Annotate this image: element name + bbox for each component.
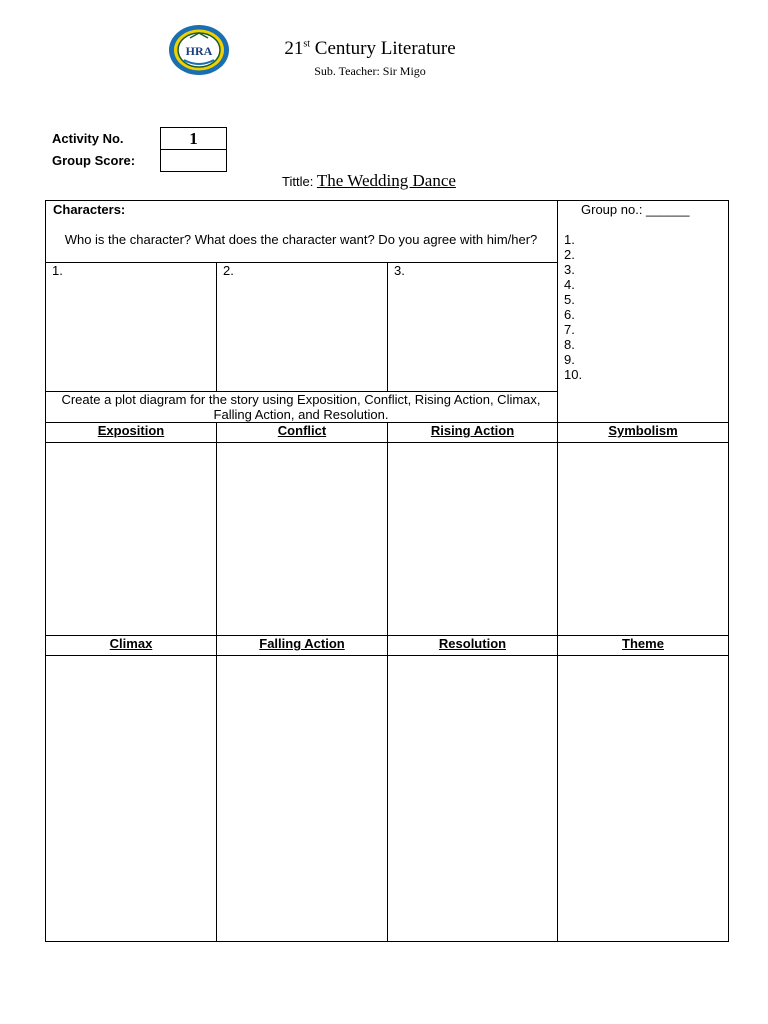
list-item[interactable]: 3. — [564, 262, 575, 277]
list-item[interactable]: 7. — [564, 322, 575, 337]
characters-heading: Characters: — [53, 202, 126, 217]
character-slot-3[interactable]: 3. — [394, 263, 405, 278]
character-slot-1[interactable]: 1. — [52, 263, 63, 278]
resolution-answer-cell[interactable] — [388, 656, 557, 941]
list-item[interactable]: 1. — [564, 232, 575, 247]
climax-answer-cell[interactable] — [46, 656, 216, 941]
list-item[interactable]: 2. — [564, 247, 575, 262]
conflict-answer-cell[interactable] — [217, 443, 387, 635]
exposition-answer-cell[interactable] — [46, 443, 216, 635]
activity-label: Activity No. — [52, 131, 124, 146]
header-falling-action: Falling Action — [259, 636, 345, 651]
list-item[interactable]: 9. — [564, 352, 575, 367]
plot-instruction: Create a plot diagram for the story using Exposition, Conflict, Rising Action, Climax, Falling Action, and Resolution. — [61, 392, 541, 422]
falling-action-answer-cell[interactable] — [217, 656, 387, 941]
course-title: 21st Century Literature — [284, 38, 456, 59]
group-number[interactable]: Group no.: ______ — [581, 202, 690, 217]
logo-text: HRA — [185, 44, 213, 58]
school-logo — [168, 24, 230, 76]
header-exposition: Exposition — [97, 423, 165, 438]
header-theme: Theme — [622, 636, 664, 651]
header-conflict: Conflict — [277, 423, 327, 438]
activity-number: 1 — [160, 127, 227, 150]
list-item[interactable]: 10. — [564, 367, 583, 382]
group-score-label: Group Score: — [52, 153, 136, 168]
symbolism-answer-cell[interactable] — [558, 443, 728, 635]
theme-answer-cell[interactable] — [558, 656, 728, 941]
header-resolution: Resolution — [438, 636, 507, 651]
list-item[interactable]: 8. — [564, 337, 575, 352]
character-slot-2[interactable]: 2. — [223, 263, 234, 278]
list-item[interactable]: 6. — [564, 307, 575, 322]
group-score-box[interactable] — [160, 149, 227, 172]
title-value: The Wedding Dance — [316, 171, 456, 190]
header-climax: Climax — [109, 636, 153, 651]
teacher-name: Sub. Teacher: Sir Migo — [314, 64, 426, 78]
story-title — [282, 171, 456, 191]
group-member-list — [564, 232, 582, 382]
list-item[interactable]: 4. — [564, 277, 575, 292]
list-item[interactable]: 5. — [564, 292, 575, 307]
header-symbolism: Symbolism — [608, 423, 678, 438]
header-rising-action: Rising Action — [430, 423, 515, 438]
characters-question: Who is the character? What does the character want? Do you agree with him/her? — [64, 232, 538, 247]
rising-action-answer-cell[interactable] — [388, 443, 557, 635]
title-label: Tittle: — [282, 174, 317, 189]
